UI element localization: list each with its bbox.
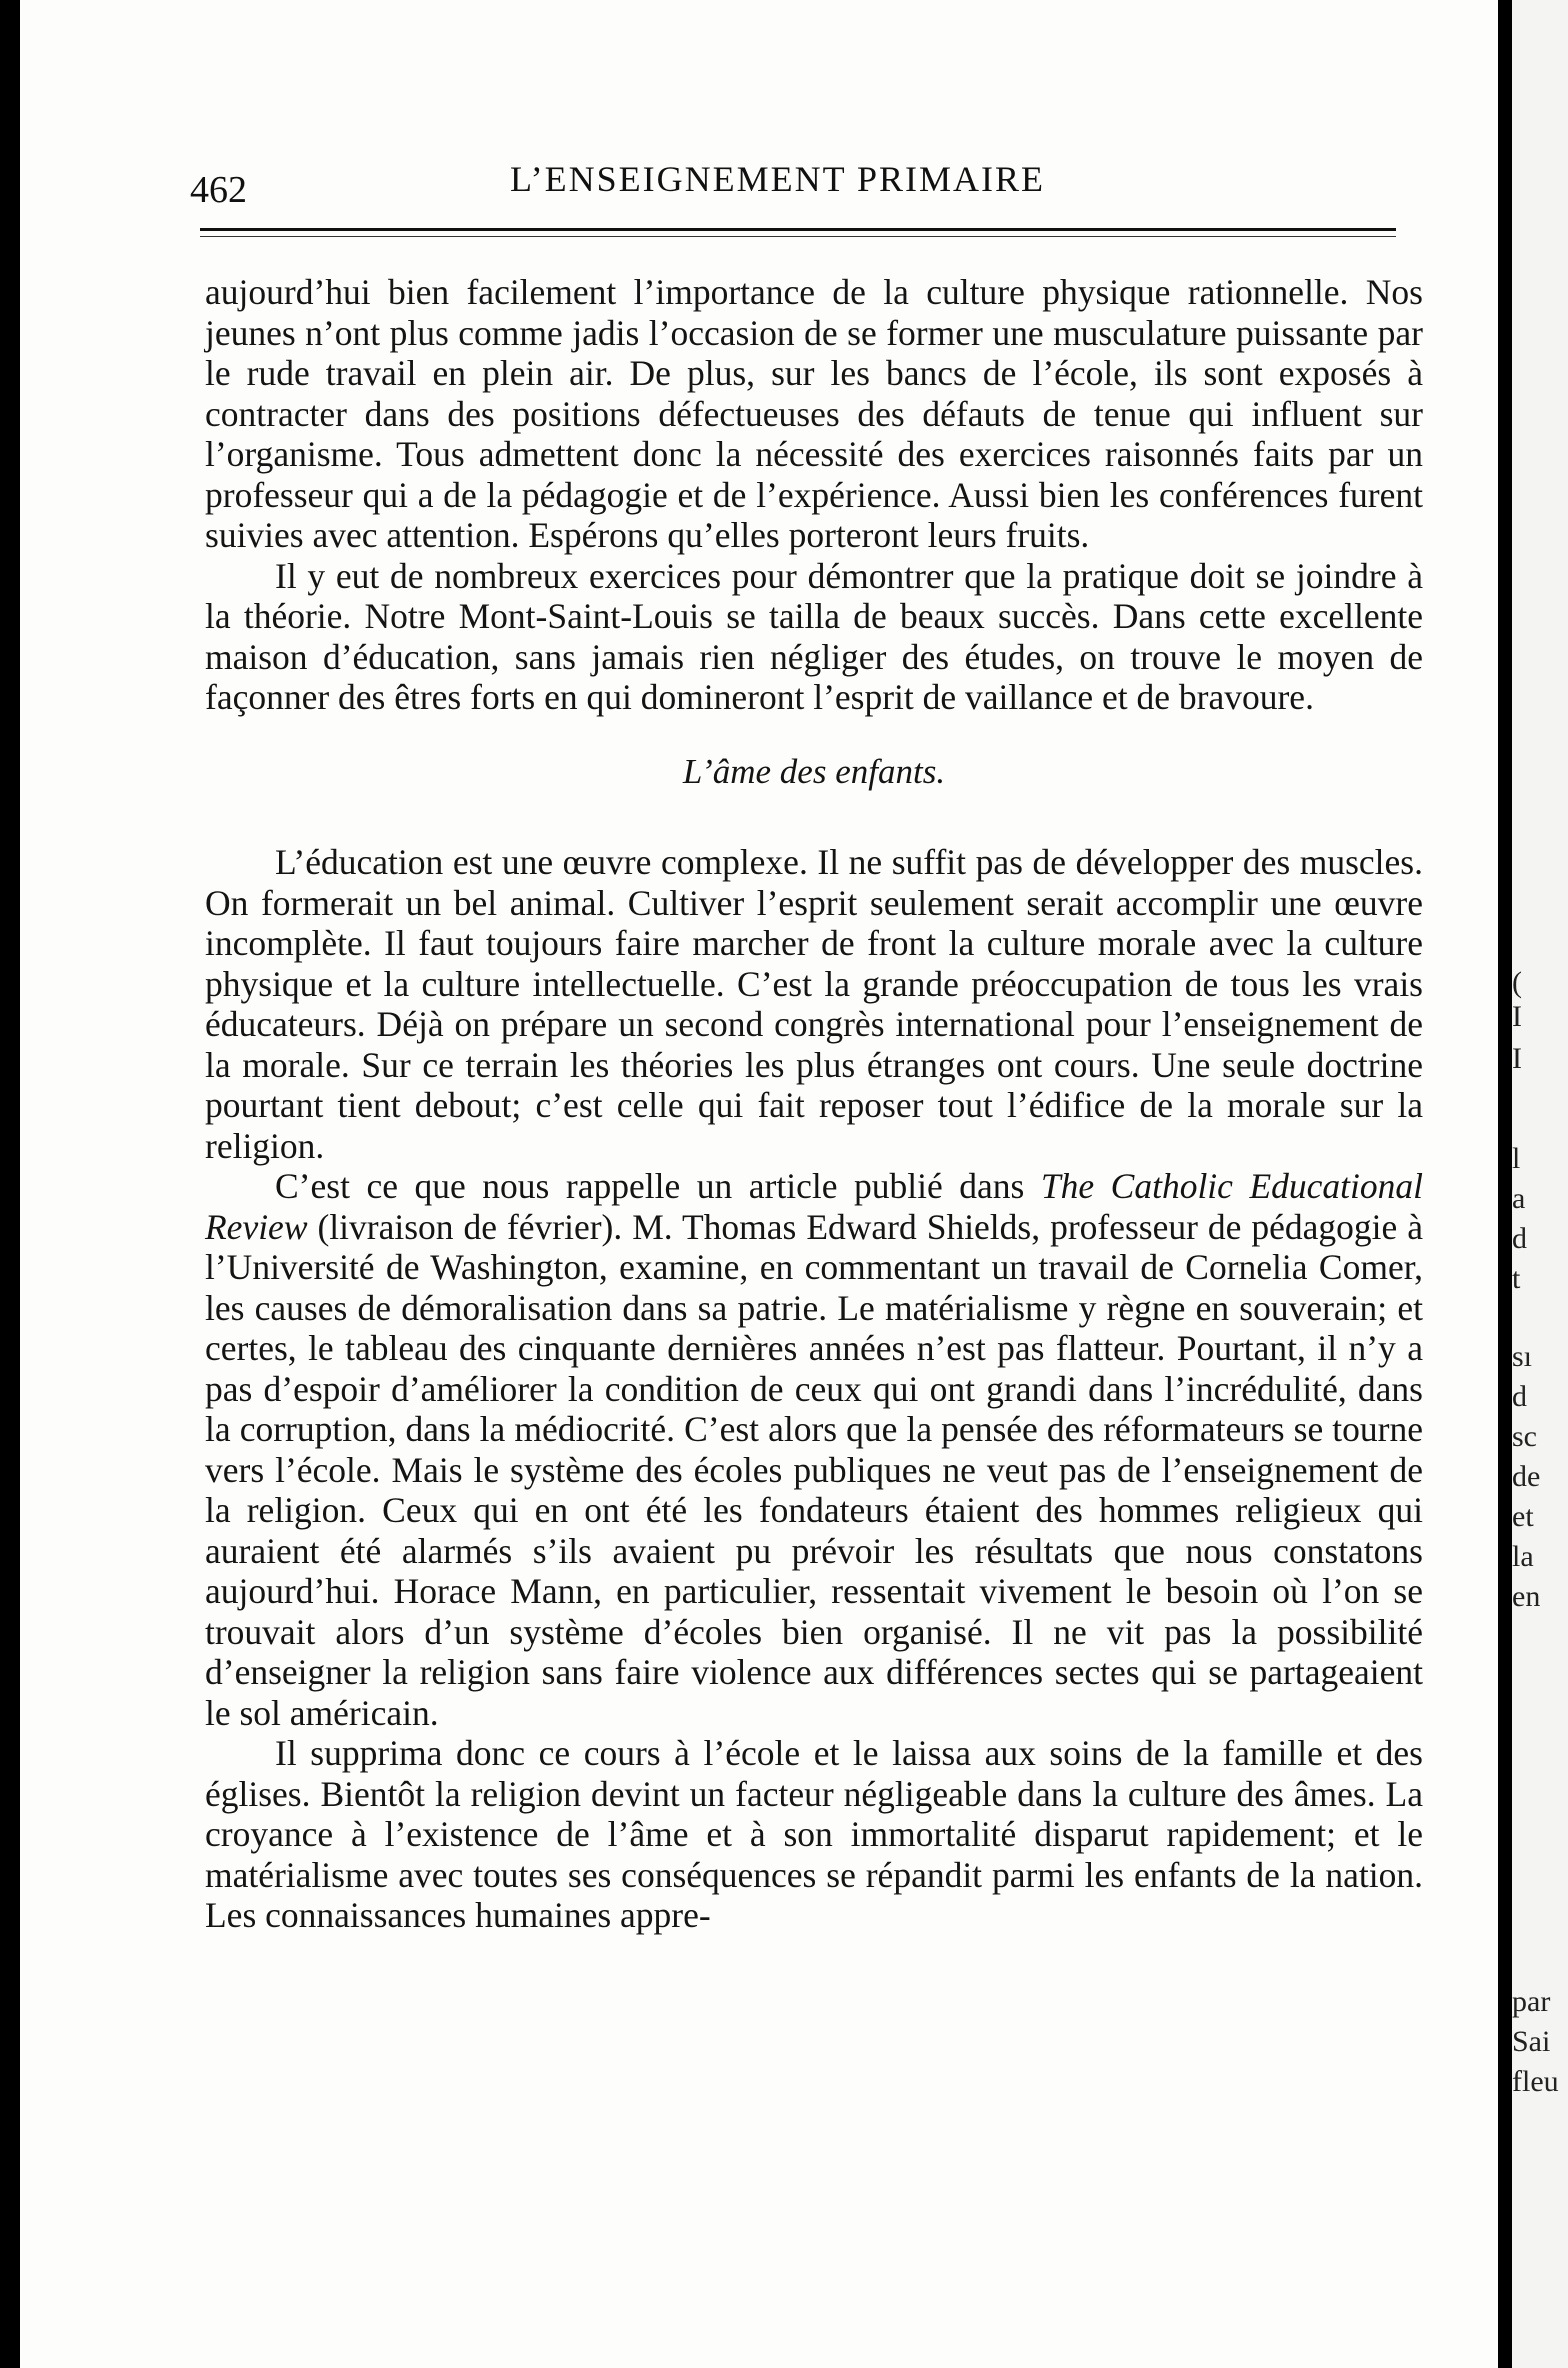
adjacent-fragment: l bbox=[1512, 1142, 1521, 1175]
adjacent-fragment: I bbox=[1512, 1000, 1522, 1033]
adjacent-fragment: par bbox=[1512, 1985, 1551, 2018]
adjacent-page-edge bbox=[1512, 0, 1568, 2368]
header-rule bbox=[200, 228, 1396, 231]
adjacent-fragment: ( bbox=[1512, 966, 1522, 999]
running-title: L’ENSEIGNEMENT PRIMAIRE bbox=[510, 159, 1046, 199]
adjacent-fragment: d bbox=[1512, 1380, 1527, 1413]
header-rule-thin bbox=[200, 236, 1396, 237]
paragraph: L’éducation est une œuvre complexe. Il ne suffit pas de développer des muscles. On formerait un bel animal. Cultiver l’esprit seulement serait accomplir une œuvre incomplète. Il faut toujours faire marcher de front la culture morale avec la culture physique et la culture intellectuelle. C’est la grande préoccupation de tous les vrais éducateurs. Déjà on prépare un second congrès international pour l’enseignement de la morale. Sur ce terrain les théories les plus étranges ont cours. Une seule doctrine pourtant tient debout; c’est celle qui fait reposer tout l’édifice de la morale sur la religion. bbox=[205, 842, 1423, 1166]
paragraph: Il supprima donc ce cours à l’école et le laissa aux soins de la famille et des églises. Bientôt la religion devint un facteur négligeable dans la culture des âmes. La croyance à l’existence de l’âme et à son immortalité disparut rapidement; et le matérialisme avec toutes ses conséquences se répandit parmi les enfants de la nation. Les connaissances humaines appre- bbox=[205, 1733, 1423, 1935]
adjacent-fragment: la bbox=[1512, 1540, 1534, 1573]
adjacent-fragment: t bbox=[1512, 1262, 1521, 1295]
body-text bbox=[205, 272, 1423, 1936]
adjacent-fragment: d bbox=[1512, 1222, 1527, 1255]
adjacent-fragment: en bbox=[1512, 1580, 1541, 1613]
adjacent-fragment: et bbox=[1512, 1500, 1534, 1533]
paragraph-text: (livraison de février). M. Thomas Edward Shields, professeur de pédagogie à l’Université de Washington, examine, en commentant un travail de Cornelia Comer, les causes de démoralisation dans sa patrie. Le matérialisme y règne en souverain; et certes, le tableau des cinquante dernières années n’est pas flatteur. Pourtant, il n’y a pas d’espoir d’améliorer la condition de ceux qui ont grandi dans l’incrédulité, dans la corruption, dans la médiocrité. C’est alors que la pensée des réformateurs se tourne vers l’école. Mais le système des écoles publiques ne veut pas de l’enseignement de la religion. Ceux qui en ont été les fondateurs étaient des hommes religieux qui auraient été alarmés s’ils avaient pu prévoir les résultats que nous constatons aujourd’hui. Horace Mann, en particulier, ressentait vivement le besoin où l’on se trouvait alors d’un système d’écoles bien organisé. Il ne vit pas la possibilité d’enseigner la religion sans faire violence aux différences sectes qui se partageaient le sol américain. bbox=[205, 1206, 1423, 1733]
adjacent-fragment: fleu bbox=[1512, 2065, 1559, 2098]
paragraph-text: C’est ce que nous rappelle un article publié dans bbox=[275, 1166, 1041, 1206]
journal-title: The Catholic Educational Review bbox=[205, 1166, 1423, 1247]
adjacent-fragment: a bbox=[1512, 1182, 1526, 1215]
paragraph: aujourd’hui bien facilement l’importance de la culture physique rationnelle. Nos jeunes n’ont plus comme jadis l’occasion de se former une musculature puissante par le rude travail en plein air. De plus, sur les bancs de l’école, ils sont exposés à contracter dans des positions défectueuses des défauts de tenue qui influent sur l’organisme. Tous admettent donc la nécessité des exercices raisonnés faits par un professeur qui a de la pédagogie et de l’expérience. Aussi bien les conférences furent suivies avec attention. Espérons qu’elles porteront leurs fruits. bbox=[205, 272, 1423, 555]
paragraph: Il y eut de nombreux exercices pour démontrer que la pratique doit se joindre à la théorie. Notre Mont-Saint-Louis se tailla de beaux succès. Dans cette excellente maison d’éducation, sans jamais rien négliger des études, on trouve le moyen de façonner des êtres forts en qui domineront l’esprit de vaillance et de bravoure. bbox=[205, 555, 1423, 717]
page-header bbox=[190, 150, 1430, 210]
adjacent-fragment: de bbox=[1512, 1460, 1541, 1493]
adjacent-fragment: Sai bbox=[1512, 2025, 1551, 2058]
paragraph bbox=[205, 1166, 1423, 1733]
adjacent-fragment: sc bbox=[1512, 1420, 1537, 1453]
adjacent-fragment: sı bbox=[1512, 1340, 1533, 1373]
section-title: L’âme des enfants. bbox=[682, 751, 946, 791]
page-number: 462 bbox=[190, 169, 247, 211]
adjacent-fragment: I bbox=[1512, 1042, 1522, 1075]
